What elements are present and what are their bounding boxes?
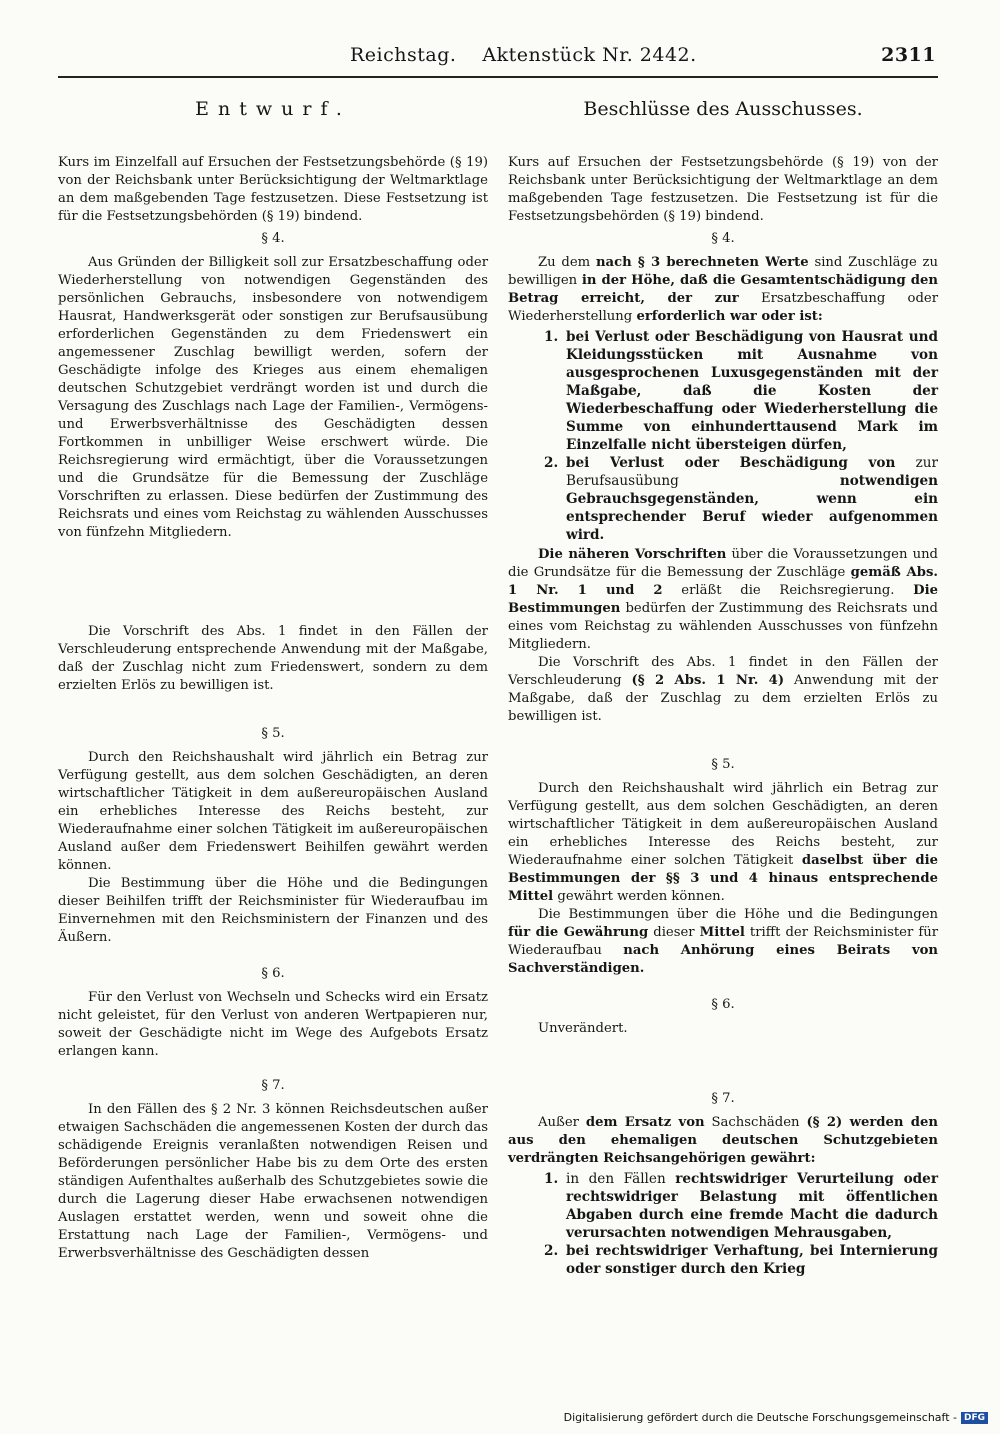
text-run: Anwendung mit der Maßgabe, daß der Zuschlag zu dem erzielten Erlös zu bewilligen ist. — [508, 673, 938, 724]
text-run: Die Bestimmungen über die Höhe und die Bedingungen — [538, 907, 938, 922]
text-run-bold: erforderlich war oder ist: — [636, 309, 823, 324]
text-run-bold: notwendigen Gebrauchsgegenständen, wenn ein entsprechender Beruf wieder aufgenommen wird. — [566, 473, 938, 543]
list-item — [508, 328, 938, 454]
text-run-bold: in der Höhe, daß die Gesamtentschädigung den Betrag erreicht, der zur — [508, 273, 939, 306]
paragraph — [508, 780, 938, 906]
text-run: bedürfen der Zustimmung des Reichsrats und eines vom Reichstag zu wählenden Ausschusses von fünfzehn Mitgliedern. — [508, 601, 938, 652]
list-item — [508, 1170, 938, 1242]
text-run: trifft der Reichsminister für Wiederaufbau — [508, 925, 938, 958]
list-item — [508, 454, 938, 544]
text-run-bold: für die Gewährung — [508, 925, 649, 940]
paragraph: Durch den Reichshaushalt wird jährlich ein Betrag zur Verfügung gestellt, aus dem solchen Geschädigten, an deren wirtschaftlicher Tätigkeit in dem außereuropäischen Ausland ein erhebliches Interesse des Reichs besteht, zur Wiederaufnahme einer solchen Tätigkeit im außereuropäischen Ausland außer dem Friedenswert Beihilfen gewährt werden können. — [58, 750, 488, 873]
paragraph — [508, 546, 938, 654]
text-run-bold: daselbst über die Bestimmungen der §§ 3 und 4 hinaus entsprechende Mittel — [508, 853, 938, 904]
paragraph: Die Vorschrift des Abs. 1 findet in den Fällen der Verschleuderung entsprechende Anwendung mit der Maßgabe, daß der Zuschlag nicht zum Friedenswert, sondern zu dem erzielten Erlös zu bewilligen ist. — [58, 624, 488, 693]
list-number: 2. — [544, 455, 559, 471]
paragraph — [508, 1114, 938, 1168]
text-run: Durch den Reichshaushalt wird jährlich ein Betrag zur Verfügung gestellt, aus dem solchen Geschädigten, an deren wirtschaftlicher Tätigkeit in dem außereuropäischen Ausland ein erhebliches Interesse des Reichs besteht, zur Wiederaufnahme einer solchen Tätigkeit — [508, 781, 938, 868]
list-number: 2. — [544, 1243, 559, 1259]
paragraph — [508, 654, 938, 726]
section-heading: § 7. — [261, 1078, 285, 1093]
text-run-bold: bei Verlust oder Beschädigung von — [566, 455, 896, 471]
section-heading: § 5. — [261, 726, 285, 741]
text-run-bold: (§ 2) werden den aus den ehemaligen deutschen Schutzgebieten verdrängten Reichsangehörigen gewährt: — [508, 1115, 938, 1166]
paragraph: In den Fällen des § 2 Nr. 3 können Reichsdeutschen außer etwaigen Sachschäden die angemessenen Kosten der durch das schädigende Ereignis veranlaßten notwendigen Reisen und Beförderungen persönlicher Habe bis zu dem Orte des ersten ständigen Aufenthaltes außerhalb des Schutzgebietes sowie die durch die Lagerung dieser Habe erwachsenen notwendigen Auslagen erstattet werden, wenn und soweit ohne die Erstattung nach Lage der Familien-, Vermögens- und Erwerbsverhältnisse des Geschädigten dessen — [58, 1102, 488, 1261]
section-heading: § 4. — [261, 231, 285, 246]
dfg-logo-icon: DFG — [961, 1412, 988, 1424]
paragraph: Aus Gründen der Billigkeit soll zur Ersatzbeschaffung oder Wiederherstellung von notwendigen Gegenständen des persönlichen Gebrauchs, insbesondere von notwendigem Hausrat, Handwerksgerät oder sonstigen zur Berufsausübung erforderlichen Gegenständen zu dem Friedenswert ein angemessener Zuschlag bewilligt werden, sofern der Geschädigte infolge des Krieges aus einem ehemaligen deutschen Schutzgebiet verdrängt worden ist und durch die Versagung des Zuschlags nach Lage der Familien-, Vermögens- und Erwerbsverhältnisse des Geschädigten dessen Fortkommen in unbilliger Weise erschwert würde. Die Reichsregierung wird ermächtigt, über die Voraussetzungen und die Grundsätze für die Bemessung der Zuschläge Vorschriften zu erlassen. Diese bedürfen der Zustimmung des Reichsrats und eines vom Reichstag zu wählenden Ausschusses von fünfzehn Mitgliedern. — [58, 255, 488, 540]
text-run: Außer — [538, 1115, 586, 1130]
spacer — [58, 695, 488, 721]
paragraph: Für den Verlust von Wechseln und Schecks wird ein Ersatz nicht geleistet, für den Verlust von anderen Wertpapieren nur, soweit der Geschädigte nicht im Wege des Aufgebots Ersatz erlangen kann. — [58, 990, 488, 1059]
section-heading: § 7. — [711, 1091, 735, 1106]
credit-text: Digitalisierung gefördert durch die Deutsche Forschungsgemeinschaft - — [563, 1411, 957, 1424]
text-run: sind Zuschläge zu bewilligen — [508, 255, 938, 288]
text-run-bold: dem Ersatz von — [585, 1115, 705, 1130]
paragraph-intro: Kurs auf Ersuchen der Festsetzungsbehörde (§ 19) von der Reichsbank unter Berücksichtigung der Weltmarktlage an dem maßgebenden Tage festzusetzen. Die Festsetzung ist für die Festsetzungsbehörden (§ 19) bindend. — [508, 155, 938, 224]
digitization-credit — [564, 1411, 988, 1424]
page-number: 2311 — [881, 44, 936, 66]
column-heading-beschluesse: Beschlüsse des Ausschusses. — [583, 98, 863, 120]
list-item — [508, 1242, 938, 1278]
spacer — [58, 1061, 488, 1073]
text-run-bold: Mittel — [699, 925, 745, 940]
text-run-bold: Die Bestimmungen — [508, 583, 939, 616]
spacer — [58, 542, 488, 623]
text-run: gewährt werden können. — [553, 889, 725, 904]
spacer — [508, 978, 938, 992]
header-aktenstueck: Aktenstück Nr. 2442. — [482, 44, 697, 66]
header-rule — [58, 76, 938, 78]
section-heading: § 6. — [711, 997, 735, 1012]
running-title — [350, 44, 697, 66]
text-run: Ersatzbeschaffung oder Wiederherstellung — [508, 291, 938, 324]
text-run: Sachschäden — [704, 1115, 807, 1130]
text-run-bold: nach Anhörung eines Beirats von Sachverständigen. — [508, 943, 938, 976]
text-run-bold: rechtswidriger Verurteilung oder rechtswidriger Belastung mit öffentlichen Abgaben durch eine fremde Macht die dadurch verursachten notwendigen Mehrausgaben, — [566, 1171, 938, 1241]
text-run: über die Voraussetzungen und die Grundsätze für die Bemessung der Zuschläge — [508, 547, 939, 580]
enumerated-list — [508, 1170, 938, 1278]
text-run-bold: nach § 3 berechneten Werte — [595, 255, 809, 270]
column-heading-entwurf: Entwurf. — [195, 98, 351, 120]
spacer — [508, 1038, 938, 1086]
list-number: 1. — [544, 329, 559, 345]
page-header — [0, 44, 1000, 74]
text-run: dieser — [648, 925, 700, 940]
section-heading: § 4. — [711, 231, 735, 246]
text-run-bold: gemäß Abs. 1 Nr. 1 und 2 — [508, 565, 938, 598]
paragraph: Unverändert. — [538, 1021, 628, 1036]
column-beschluesse — [508, 94, 938, 1280]
text-run-bold: bei Verlust oder Beschädigung von Hausrat und Kleidungsstücken mit Ausnahme von ausgesprochenen Luxusgegenständen mit der Maßgabe, daß die Kosten der Wiederbeschaffung oder Wiederherstellung die Summe von einhunderttausend Mark im Einzelfalle nicht übersteigen dürfen, — [566, 329, 938, 453]
enumerated-list — [508, 328, 938, 544]
text-run: erläßt die Reichsregierung. — [662, 583, 914, 598]
paragraph: Die Bestimmung über die Höhe und die Bedingungen dieser Beihilfen trifft der Reichsminister für Wiederaufbau im Einvernehmen mit den Reichsministern der Finanzen und des Äußern. — [58, 876, 488, 945]
paragraph — [508, 254, 938, 326]
text-run: Die Vorschrift des Abs. 1 findet in den Fällen der Verschleuderung — [508, 655, 938, 688]
section-heading: § 5. — [711, 757, 735, 772]
header-reichstag: Reichstag. — [350, 44, 457, 66]
paragraph-intro: Kurs im Einzelfall auf Ersuchen der Festsetzungsbehörde (§ 19) von der Reichsbank unter Berücksichtigung der Weltmarktlage an dem maßgebenden Tage festzusetzen. Diese Festsetzung ist für die Festsetzungsbehörden (§ 19) bindend. — [58, 155, 488, 224]
section-heading: § 6. — [261, 966, 285, 981]
text-run-bold: Die näheren Vorschriften — [538, 547, 727, 562]
text-run-bold: (§ 2 Abs. 1 Nr. 4) — [631, 673, 785, 688]
text-run: in den Fällen — [566, 1171, 676, 1187]
spacer — [508, 726, 938, 752]
text-run: Zu dem — [538, 255, 596, 270]
list-number: 1. — [544, 1171, 559, 1187]
text-run-bold: bei rechtswidriger Verhaftung, bei Internierung oder sonstiger durch den Krieg — [566, 1243, 938, 1277]
paragraph — [508, 906, 938, 978]
spacer — [58, 947, 488, 961]
column-entwurf — [58, 94, 488, 1263]
text-run: zur Berufsausübung — [566, 455, 938, 489]
